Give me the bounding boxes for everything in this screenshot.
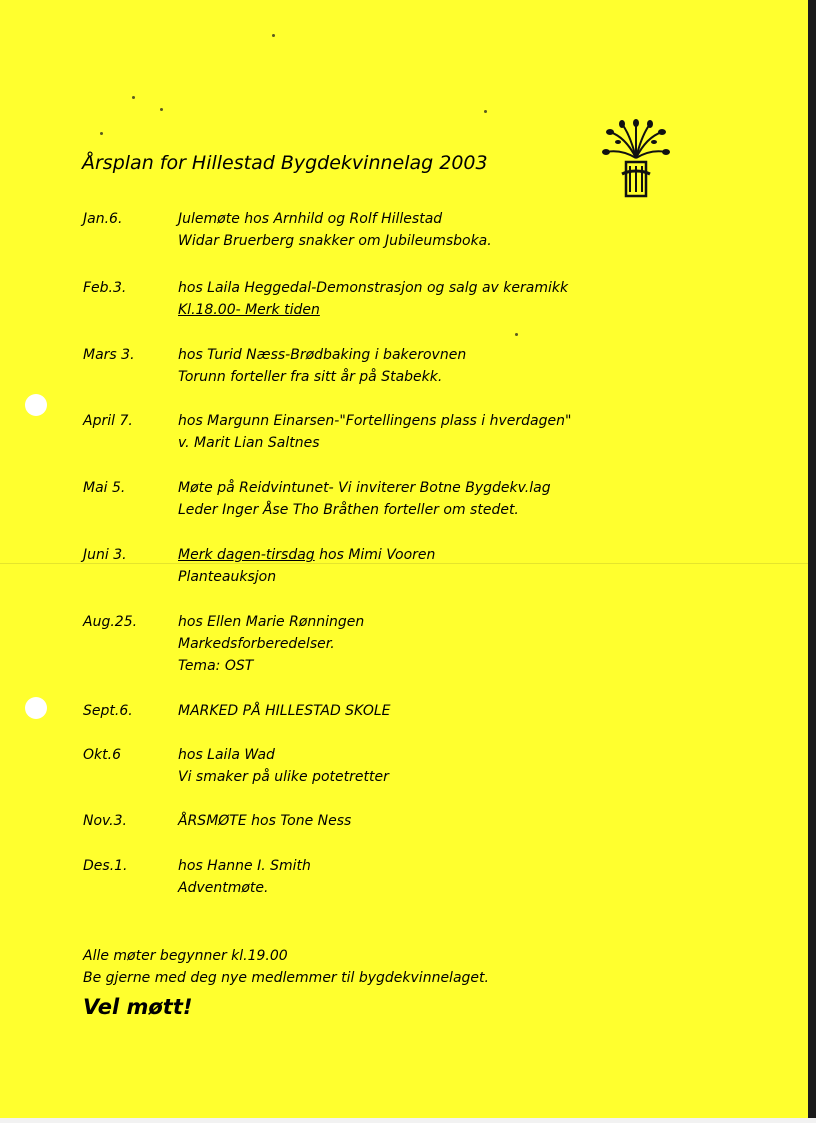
entry-text: hos Hanne I. Smith: [178, 858, 311, 874]
entry-line: [178, 230, 492, 252]
speck: [132, 96, 135, 99]
entry-text: Markedsforberedelser.: [178, 636, 335, 652]
entry-line: [178, 744, 389, 766]
entry-line: [178, 810, 351, 832]
entry-date: Sept.6.: [83, 703, 133, 719]
punch-hole-top: [25, 394, 47, 416]
entry-text: hos Laila Wad: [178, 747, 275, 763]
entry-date: Mars 3.: [83, 347, 135, 363]
entry-date: Des.1.: [83, 858, 128, 874]
entry-date: Mai 5.: [83, 480, 126, 496]
punch-hole-bottom: [25, 697, 47, 719]
entry-details: [178, 477, 551, 521]
entry-text: hos Margunn Einarsen-"Fortellingens plass i hverdagen": [178, 413, 572, 429]
footer-start-time: Alle møter begynner kl.19.00: [83, 948, 288, 964]
entry-details: [178, 208, 492, 252]
scan-edge-right: [808, 0, 816, 1123]
entry-text: Vi smaker på ulike potetretter: [178, 769, 389, 785]
entry-line: [178, 633, 364, 655]
entry-text: Julemøte hos Arnhild og Rolf Hillestad: [178, 211, 443, 227]
entry-text: hos Mimi Vooren: [314, 547, 436, 563]
entry-line: [178, 855, 311, 877]
speck: [484, 110, 487, 113]
entry-details: [178, 277, 568, 321]
entry-line: [178, 344, 466, 366]
entry-details: [178, 744, 389, 788]
entry-line: [178, 700, 391, 722]
entry-line: [178, 766, 389, 788]
footer: [83, 945, 489, 1019]
entry-line: [178, 566, 435, 588]
underlined-note: Merk dagen-tirsdag: [178, 547, 315, 563]
entry-line: [178, 366, 466, 388]
entry-text: hos Turid Næss-Brødbaking i bakerovnen: [178, 347, 467, 363]
entry-text: Leder Inger Åse Tho Bråthen forteller om stedet.: [178, 502, 519, 518]
entry-details: [178, 700, 391, 722]
entry-date: Okt.6: [83, 747, 121, 763]
entry-text: Torunn forteller fra sitt år på Stabekk.: [178, 369, 443, 385]
entry-details: [178, 810, 351, 832]
entry-text: Widar Bruerberg snakker om Jubileumsboka.: [178, 233, 492, 249]
footer-invitation: Be gjerne med deg nye medlemmer til bygdekvinnelaget.: [83, 970, 489, 986]
entry-text: hos Laila Heggedal-Demonstrasjon og salg av keramikk: [178, 280, 569, 296]
page-title: Årsplan for Hillestad Bygdekvinnelag 2003: [82, 152, 488, 174]
entry-details: [178, 855, 311, 899]
entry-line: [178, 208, 492, 230]
wheat-sheaf-icon: [600, 118, 672, 200]
entry-text: Møte på Reidvintunet- Vi inviterer Botne Bygdekv.lag: [178, 480, 551, 496]
entry-text: Planteauksjon: [178, 569, 277, 585]
entry-text: Tema: OST: [178, 658, 254, 674]
entry-line: [178, 499, 551, 521]
entry-date: Nov.3.: [83, 813, 127, 829]
entry-line: [178, 277, 568, 299]
entry-details: [178, 544, 435, 588]
entry-date: Jan.6.: [83, 211, 123, 227]
entry-line: [178, 544, 435, 566]
entry-text: hos Ellen Marie Rønningen: [178, 614, 365, 630]
underlined-note: Kl.18.00- Merk tiden: [178, 302, 320, 318]
entry-date: Juni 3.: [83, 547, 127, 563]
entry-text: MARKED PÅ HILLESTAD SKOLE: [178, 703, 391, 719]
entry-text: Adventmøte.: [178, 880, 269, 896]
entry-date: April 7.: [83, 413, 133, 429]
entry-line: [178, 611, 364, 633]
entry-text: ÅRSMØTE hos Tone Ness: [178, 813, 352, 829]
entry-date: Aug.25.: [83, 614, 138, 630]
speck: [272, 34, 275, 37]
entry-date: Feb.3.: [83, 280, 127, 296]
entry-line: [178, 299, 568, 321]
entry-details: [178, 611, 364, 677]
speck: [100, 132, 103, 135]
entry-line: [178, 432, 571, 454]
entry-line: [178, 410, 571, 432]
scan-edge-bottom: [0, 1118, 816, 1123]
entry-line: [178, 877, 311, 899]
entry-text: v. Marit Lian Saltnes: [178, 435, 320, 451]
closing-greeting: Vel møtt!: [83, 995, 193, 1019]
entry-details: [178, 410, 571, 454]
speck: [515, 333, 518, 336]
entry-line: [178, 655, 364, 677]
entry-details: [178, 344, 466, 388]
entry-line: [178, 477, 551, 499]
speck: [160, 108, 163, 111]
